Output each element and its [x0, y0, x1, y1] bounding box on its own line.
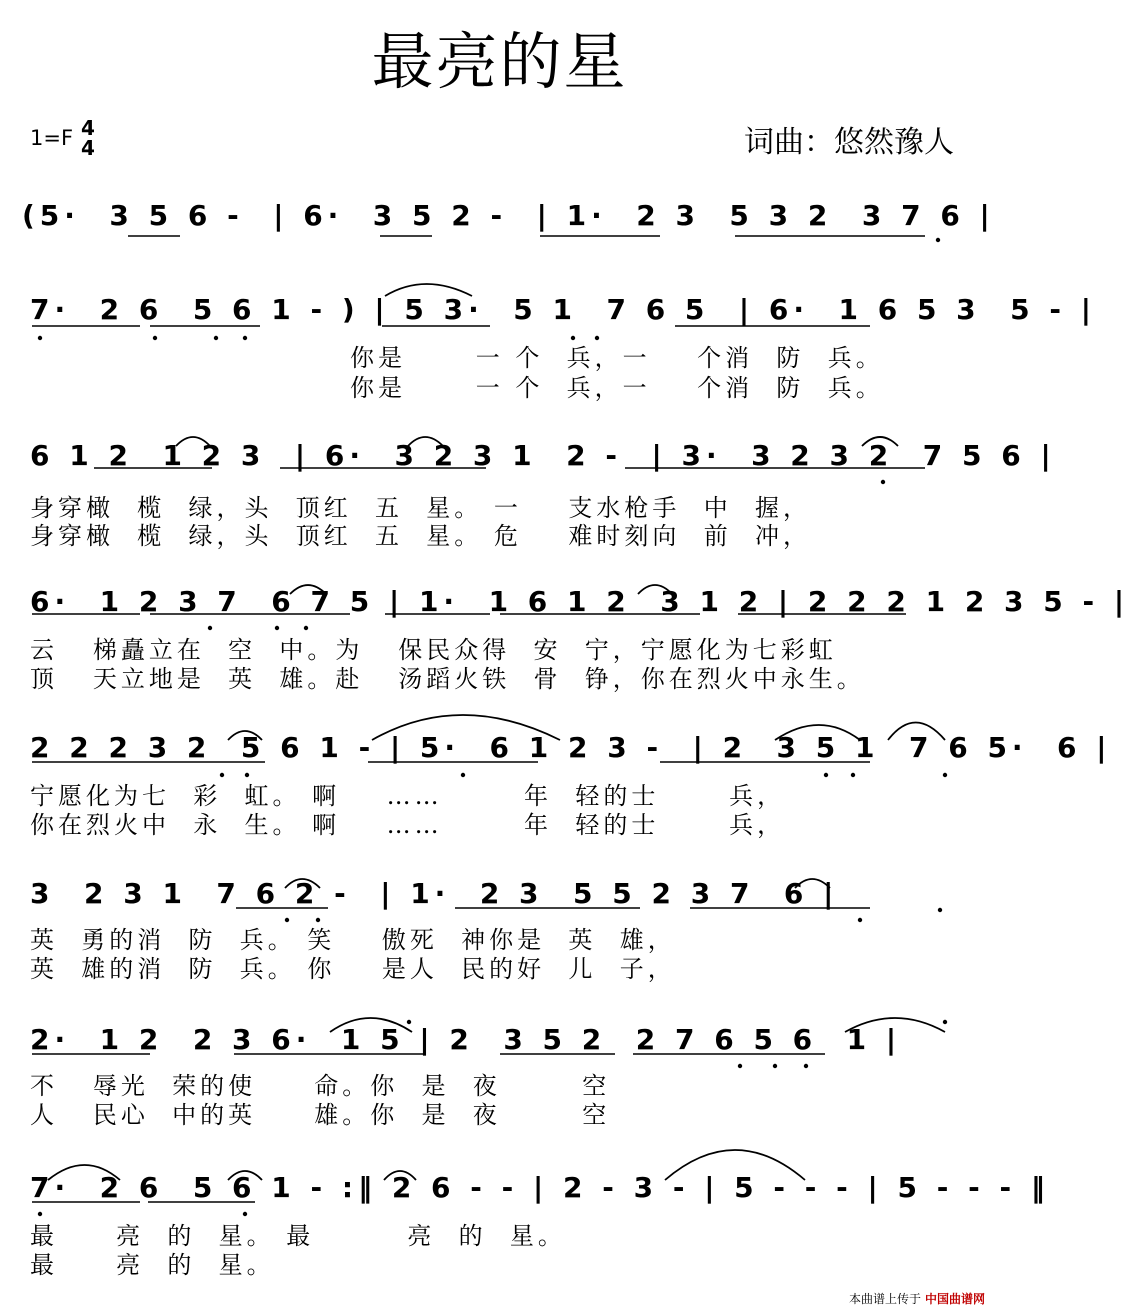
lyric-line: 你是 一 个 兵，一 个消 防 兵。	[350, 344, 884, 372]
time-beats: 4	[81, 116, 95, 140]
octave-dot	[943, 773, 947, 777]
lyric-line: 云 梯矗立在 空 中。为 保民众得 安 宁，宁愿化为七彩虹	[30, 636, 837, 664]
octave-dot	[936, 238, 940, 242]
octave-dot	[858, 918, 862, 922]
music-line: 7· 2 6 5 6 1 - ) | 5 3· 5 1 7 6 5 | 6· 1 6 5 3 5 - |	[30, 293, 1096, 326]
music-line: 7· 2 6 5 6 1 - :‖ 2 6 - - | 2 - 3 - | 5 - - - | 5 - - - ‖	[30, 1171, 1050, 1204]
time-signature	[81, 118, 95, 158]
octave-dot	[304, 626, 308, 630]
octave-dot	[461, 773, 465, 777]
lyric-line: 宁愿化为七 彩 虹。 啊 …… 年 轻的士 兵，	[30, 782, 786, 810]
octave-dot	[851, 773, 855, 777]
octave-dot	[208, 626, 212, 630]
octave-dot	[738, 1064, 742, 1068]
octave-dot	[938, 908, 942, 912]
octave-dot	[943, 1020, 947, 1024]
lyric-line: 你在烈火中 永 生。 啊 …… 年 轻的士 兵，	[30, 811, 786, 839]
octave-dot	[245, 773, 249, 777]
music-line: 6· 1 2 3 7 6 7 5 | 1· 1 6 1 2 3 1 2 | 2 2 2 1 2 3 5 - |	[30, 585, 1129, 618]
octave-dot	[824, 773, 828, 777]
octave-dot	[243, 1212, 247, 1216]
octave-dot	[285, 918, 289, 922]
author-credit: 词曲：悠然豫人	[744, 125, 954, 160]
lyric-line: 英 雄的消 防 兵。 你 是人 民的好 儿 子，	[30, 955, 676, 983]
time-beat-unit: 4	[81, 136, 95, 160]
octave-dot	[38, 1212, 42, 1216]
octave-dot	[881, 480, 885, 484]
octave-dot	[243, 336, 247, 340]
octave-dot	[220, 773, 224, 777]
lyric-line: 最 亮 的 星。	[30, 1251, 275, 1279]
music-line: 6 1 2 1 2 3 | 6· 3 2 3 1 2 - | 3· 3 2 3 2 7 5 6 |	[30, 439, 1056, 472]
octave-dot	[316, 918, 320, 922]
lyric-line: 身穿橄 榄 绿，头 顶红 五 星。 危 难时刻向 前 冲，	[30, 522, 811, 550]
octave-dot	[595, 336, 599, 340]
song-title: 最亮的星	[371, 25, 628, 98]
lyric-line: 不 辱光 荣的使 命。你 是 夜 空	[30, 1072, 611, 1100]
lyric-line: 顶 天立地是 英 雄。赴 汤蹈火铁 骨 铮，你在烈火中永生。	[30, 665, 865, 693]
octave-dot	[804, 1064, 808, 1068]
lyric-line: 你是 一 个 兵，一 个消 防 兵。	[350, 374, 884, 402]
music-line: 3 2 3 1 7 6 2 - | 1· 2 3 5 5 2 3 7 6 |	[30, 877, 839, 910]
lyric-line: 身穿橄 榄 绿，头 顶红 五 星。 一 支水枪手 中 握，	[30, 494, 811, 522]
upload-note: 本曲谱上传于	[848, 1292, 921, 1306]
site-logo[interactable]: 中国曲谱网	[924, 1292, 985, 1306]
octave-dot	[275, 626, 279, 630]
octave-dot	[38, 336, 42, 340]
octave-dot	[571, 336, 575, 340]
site-footer	[849, 1290, 985, 1307]
lyric-line: 人 民心 中的英 雄。你 是 夜 空	[30, 1101, 611, 1129]
music-line: (5· 3 5 6 - | 6· 3 5 2 - | 1· 2 3 5 3 2 3 7 6 |	[22, 199, 995, 232]
octave-dot	[773, 1064, 777, 1068]
lyric-line: 英 勇的消 防 兵。 笑 傲死 神你是 英 雄，	[30, 926, 676, 954]
octave-dot	[153, 336, 157, 340]
lyric-line: 最 亮 的 星。 最 亮 的 星。	[30, 1222, 566, 1250]
key-label: 1=F	[30, 126, 74, 150]
key-signature	[30, 118, 95, 158]
music-line: 2· 1 2 2 3 6· 1 5 | 2 3 5 2 2 7 6 5 6 1 |	[30, 1023, 902, 1056]
music-line: 2 2 2 3 2 5 6 1 - | 5· 6 1 2 3 - | 2 3 5 1 7 6 5· 6 |	[30, 731, 1112, 764]
octave-dot	[214, 336, 218, 340]
